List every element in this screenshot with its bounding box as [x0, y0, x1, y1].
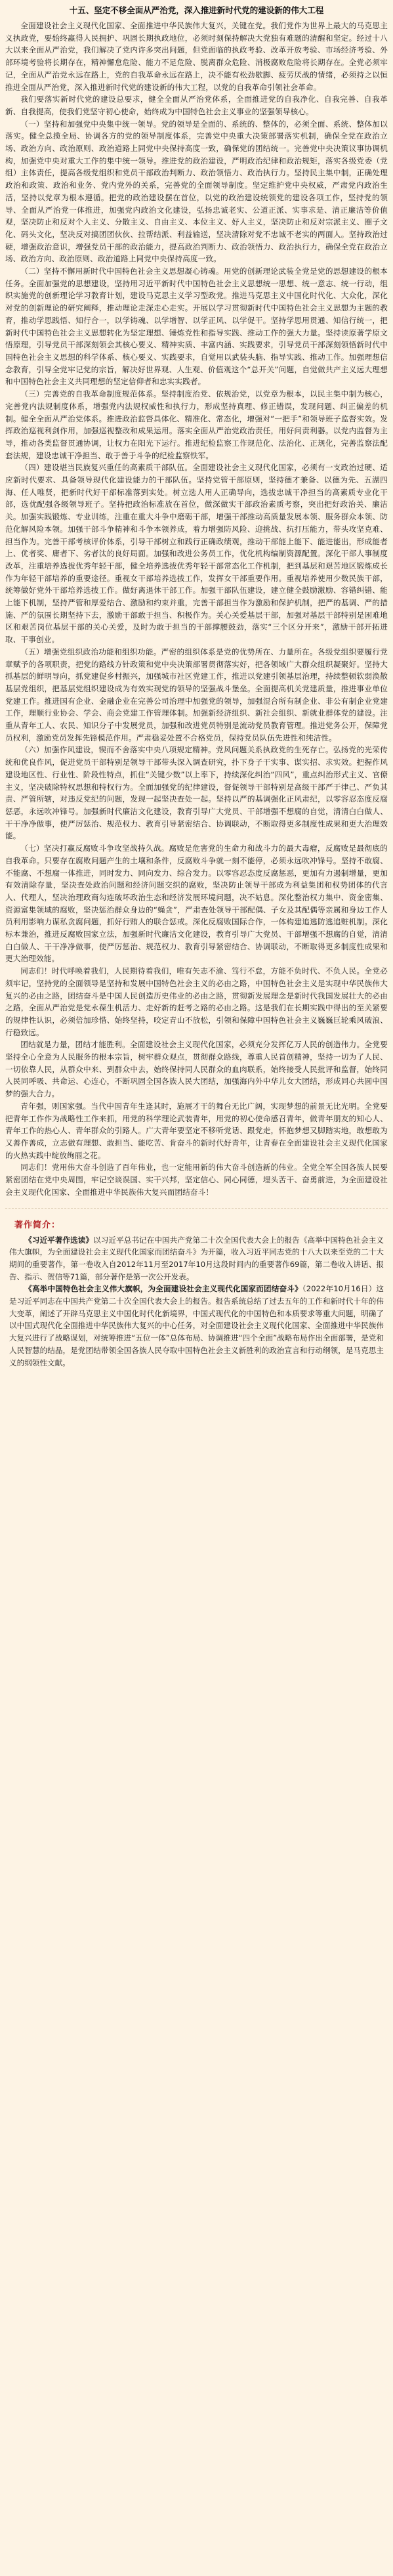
book-intro-heading: 著作简介：	[14, 1220, 61, 1230]
paragraph: 全面建设社会主义现代化国家、全面推进中华民族伟大复兴，关键在党。我们党作为世界上最大的马克思主义执政党，要始终赢得人民拥护、巩固长期执政地位，必须时刻保持解决大党独有难题的清醒和坚定。经过十八大以来全面从严治党，我们解决了党内许多突出问题，但党面临的执政考验、改革开放考验、市场经济考验、外部环境考验将长期存在，精神懈怠危险、能力不足危险、脱离群众危险、消极腐败危险将长期存在。全党必须牢记，全面从严治党永远在路上，党的自我革命永远在路上，决不能有松劲歇脚、疲劳厌战的情绪，必须持之以恒推进全面从严治党，深入推进新时代党的建设新的伟大工程，以党的自我革命引领社会革命。	[5, 21, 388, 92]
section-divider	[5, 1208, 388, 1209]
paragraph-closing-3: 青年强，则国家强。当代中国青年生逢其时，施展才干的舞台无比广阔，实现梦想的前景无比光明。全党要把青年工作作为战略性工作来抓，用党的科学理论武装青年，用党的初心使命感召青年，做青年朋友的知心人、青年工作的热心人、青年群众的引路人。广大青年要坚定不移听党话、跟党走，怀抱梦想又脚踏实地，敢想敢为又善作善成，立志做有理想、敢担当、能吃苦、肯奋斗的新时代好青年，让青春在全面建设社会主义现代化国家的火热实践中绽放绚丽之花。	[5, 1101, 388, 1160]
book-intro-section	[5, 1215, 388, 1369]
paragraph-cadres: （四）建设堪当民族复兴重任的高素质干部队伍。全面建设社会主义现代化国家，必须有一支政治过硬、适应新时代要求、具备领导现代化建设能力的干部队伍。坚持党管干部原则，坚持德才兼备、以德为先、五湖四海、任人唯贤，把新时代好干部标准落到实处。树立选人用人正确导向，选拔忠诚干净担当的高素质专业化干部，选优配强各级领导班子。坚持把政治标准放在首位，做深做实干部政治素质考察，突出把好政治关、廉洁关。加强实践锻炼、专业训练，注重在重大斗争中磨砺干部，增强干部推动高质量发展本领、服务群众本领、防范化解风险本领。加强干部斗争精神和斗争本领养成，着力增强防风险、迎挑战、抗打压能力，带头攻坚克难、担当作为。完善干部考核评价体系，引导干部树立和践行正确政绩观，推动干部能上能下、能进能出，形成能者上、优者奖、庸者下、劣者汰的良好局面。加强和改进公务员工作，优化机构编制资源配置。深化干部人事制度改革，注重培养选拔优秀年轻干部，健全培养选拔优秀年轻干部常态化工作机制，把到基层和艰苦地区锻炼成长作为年轻干部培养的重要途径。重视女干部培养选拔工作，发挥女干部重要作用。重视培养使用少数民族干部，统筹做好党外干部培养选拔工作。做好离退休干部工作。加强干部队伍建设，建立健全鼓励激励、容错纠错、能上能下机制，坚持严管和厚爱结合、激励和约束并重，完善干部担当作为激励和保护机制，把严的基调、严的措施、严的氛围长期坚持下去，激励干部敢于担当、积极作为。关心关爱基层干部，加强对基层干部特别是困难地区和艰苦岗位基层干部的关心关爱，及时为敢于担当的干部撑腰鼓劲，落实“三个区分开来”，激励干部开拓进取、干事创业。	[5, 463, 388, 645]
paragraph-work-style: （六）加强作风建设，锲而不舍落实中央八项规定精神。党风问题关系执政党的生死存亡。弘扬党的光荣传统和优良作风，促进党员干部特别是领导干部带头深入调查研究，扑下身子干实事、谋实招、求实效。把握作风建设地区性、行业性、阶段性特点，抓住“关键少数”以上率下，持续深化纠治“四风”，重点纠治形式主义、官僚主义，坚决破除特权思想和特权行为。全面加强党的纪律建设，督促领导干部特别是高级干部严于律己、严负其责、严管所辖，对违反党纪的问题，发现一起坚决查处一起。坚持以严的基调强化正风肃纪，以零容忍态度反腐惩恶，永远吹冲锋号。加强新时代廉洁文化建设，教育引导广大党员、干部增强不想腐的自觉，清清白白做人、干干净净做事，使严厉惩治、规范权力、教育引导紧密结合、协调联动，不断取得更多制度性成果和更大治理效能。	[5, 745, 388, 841]
section-title: 十五、坚定不移全面从严治党，深入推进新时代党的建设新的伟大工程	[69, 5, 324, 15]
paragraph-organization: （五）增强党组织政治功能和组织功能。严密的组织体系是党的优势所在、力量所在。各级党组织要履行党章赋予的各项职责，把党的路线方针政策和党中央决策部署贯彻落实好，把各领域广大群众组织凝聚好。坚持大抓基层的鲜明导向，抓党建促乡村振兴，加强城市社区党建工作，推进以党建引领基层治理，持续整顿软弱涣散基层党组织，把基层党组织建设成为有效实现党的领导的坚强战斗堡垒。全面提高机关党建质量，推进事业单位党建工作。推进国有企业、金融企业在完善公司治理中加强党的领导，加强混合所有制企业、非公有制企业党建工作，理顺行业协会、学会、商会党建工作管理体制。加强新经济组织、新社会组织、新就业群体党的建设。注重从青年工人、农民、知识分子中发展党员，加强和改进党员特别是流动党员教育管理。推进党务公开，保障党员权利，激励党员发挥先锋模范作用。严肃稳妥处置不合格党员，保持党员队伍先进性和纯洁性。	[5, 647, 388, 742]
paragraph-leadership: （一）坚持和加强党中央集中统一领导。党的领导是全面的、系统的、整体的，必须全面、系统、整体加以落实。健全总揽全局、协调各方的党的领导制度体系，完善党中央重大决策部署落实机制，确保全党在政治立场、政治方向、政治原则、政治道路上同党中央保持高度一致，确保党的团结统一。完善党中央决策议事协调机构，加强党中央对重大工作的集中统一领导。推进党的政治建设，严明政治纪律和政治规矩，落实各级党委（党组）主体责任，提高各级党组织和党员干部政治判断力、政治领悟力、政治执行力。坚持民主集中制，正确处理政治和政策、政治和业务、党内党外的关系，完善党的全面领导制度。坚定维护党中央权威，严肃党内政治生活，坚持以党章为根本遵循。把党的政治建设摆在首位，以党的政治建设统领党的建设各项工作，坚持党的领导、全面从严治党一体推进，加强党内政治文化建设，弘扬忠诚老实、公道正派、实事求是、清正廉洁等价值观，坚决防止和反对个人主义、分散主义、自由主义、本位主义、好人主义，坚决防止和反对宗派主义、圈子文化、码头文化，坚决反对搞团团伙伙、拉帮结派、利益输送，坚决清除对党不忠诚不老实的两面人。坚持政治过硬，增强政治意识，增强党员干部的政治能力，提高政治判断力、政治领悟力、政治执行力，确保全党在政治立场、政治方向、政治原则、政治道路上同党中央保持高度一致。	[5, 119, 388, 264]
paragraph-closing-4: 同志们！党用伟大奋斗创造了百年伟业，也一定能用新的伟大奋斗创造新的伟业。全党全军全国各族人民要紧密团结在党中央周围，牢记空谈误国、实干兴邦，坚定信心、同心同德，埋头苦干、奋勇前进，为全面建设社会主义现代化国家、全面推进中华民族伟大复兴而团结奋斗！	[5, 1163, 388, 1197]
book-intro-item	[9, 1283, 384, 1369]
book-description: 以习近平总书记在中国共产党第二十次全国代表大会上的报告《高举中国特色社会主义伟大旗帜，为全面建设社会主义现代化国家而团结奋斗》为开篇，收入习近平同志党的十八大以来至党的二十大期间的重要著作，第一卷收入自2012年11月至2017年10月这段时间内的重要著作69篇，第二卷收入讲话、报告、指示、贺信等71篇，部分著作是第一次公开发表。	[9, 1235, 384, 1281]
book-title: 《习近平著作选读》	[24, 1235, 94, 1245]
report-description: （2022年10月16日）这是习近平同志在中国共产党第二十次全国代表大会上的报告。报告系统总结了过去五年的工作和新时代十年的伟大变革，阐述了开辟马克思主义中国化时代化新境界，中国式现代化的中国特色和本质要求等重大问题，明确了以中国式现代化全面推进中华民族伟大复兴的中心任务，对全面建设社会主义现代化国家、全面推进中华民族伟大复兴进行了战略谋划，对统筹推进“五位一体”总体布局、协调推进“四个全面”战略布局作出全面部署，是党和人民智慧的结晶，是党团结带领全国各族人民夺取中国特色社会主义新胜利的政治宣言和行动纲领，是马克思主义的纲领性文献。	[9, 1284, 384, 1367]
report-title: 《高举中国特色社会主义伟大旗帜，为全面建设社会主义现代化国家而团结奋斗》	[24, 1284, 302, 1294]
article-body	[5, 20, 388, 1199]
paragraph-closing-2: 团结就是力量，团结才能胜利。全面建设社会主义现代化国家，必须充分发挥亿万人民的创造伟力。全党要坚持全心全意为人民服务的根本宗旨，树牢群众观点，贯彻群众路线，尊重人民首创精神，坚持一切为了人民、一切依靠人民，从群众中来、到群众中去，始终保持同人民群众的血肉联系，始终接受人民批评和监督，始终同人民同呼吸、共命运、心连心，不断巩固全国各族人民大团结，加强海内外中华儿女大团结，形成同心共圆中国梦的强大合力。	[5, 1040, 388, 1099]
paragraph-anti-corruption: （七）坚决打赢反腐败斗争攻坚战持久战。腐败是危害党的生命力和战斗力的最大毒瘤，反腐败是最彻底的自我革命。只要存在腐败问题产生的土壤和条件，反腐败斗争就一刻不能停，必须永远吹冲锋号。坚持不敢腐、不能腐、不想腐一体推进，同时发力、同向发力、综合发力。以零容忍态度反腐惩恶，更加有力遏制增量，更加有效清除存量，坚决查处政治问题和经济问题交织的腐败，坚决防止领导干部成为利益集团和权势团体的代言人、代理人，坚决治理政商勾连破坏政治生态和经济发展环境问题，决不姑息。深化整治权力集中、资金密集、资源富集领域的腐败，坚决惩治群众身边的“蝇贪”，严肃查处领导干部配偶、子女及其配偶等亲属和身边工作人员利用影响力谋私贪腐问题，抓好行贿人的联合惩戒。深化反腐败国际合作，一体构建追逃防逃追赃机制。深化标本兼治，推进反腐败国家立法，加强新时代廉洁文化建设，教育引导广大党员、干部增强不想腐的自觉，清清白白做人、干干净净做事，使严厉惩治、规范权力、教育引导紧密结合、协调联动，不断取得更多制度性成果和更大治理效能。	[5, 844, 388, 964]
paragraph-self-revolution: （三）完善党的自我革命制度规范体系。坚持制度治党、依规治党，以党章为根本，以民主集中制为核心，完善党内法规制度体系，增强党内法规权威性和执行力，形成坚持真理、修正错误，发现问题、纠正偏差的机制。健全全面从严治党体系。推进政治监督具体化、精准化、常态化，增强对“一把手”和领导班子监督实效。发挥政治巡视利剑作用，加强巡视整改和成果运用。落实全面从严治党政治责任，用好问责利器。以党内监督为主导，推动各类监督贯通协调，让权力在阳光下运行。推进纪检监察工作规范化、法治化、正规化，完善监察法配套法规，建设忠诚干净担当、敢于善于斗争的纪检监察铁军。	[5, 389, 388, 460]
paragraph-thought: （二）坚持不懈用新时代中国特色社会主义思想凝心铸魂。用党的创新理论武装全党是党的思想建设的根本任务。全面加强党的思想建设，坚持用习近平新时代中国特色社会主义思想统一思想、统一意志、统一行动，组织实施党的创新理论学习教育计划，建设马克思主义学习型政党。推进马克思主义中国化时代化、大众化，深化对党的创新理论的研究阐释，推动理论走深走心走实。开展以学习贯彻新时代中国特色社会主义思想为主题的教育，推动学思践悟、知行合一，以学铸魂、以学增智、以学正风、以学促干。坚持学思用贯通、知信行统一，把新时代中国特色社会主义思想转化为坚定理想、锤炼党性和指导实践、推动工作的强大力量。坚持读原著学原文悟原理，引导党员干部深刻领会其核心要义、精神实质、丰富内涵、实践要求，引导党员干部深刻领悟新时代中国特色社会主义思想的科学体系、核心要义、实践要求，自觉用以武装头脑、指导实践、推动工作。加强理想信念教育，引导全党牢记党的宗旨，解决好世界观、人生观、价值观这个“总开关”问题，自觉做共产主义远大理想和中国特色社会主义共同理想的坚定信仰者和忠实实践者。	[5, 267, 388, 387]
paragraph-closing-1: 同志们！时代呼唤着我们，人民期待着我们，唯有矢志不渝、笃行不怠，方能不负时代、不负人民。全党必须牢记，坚持党的全面领导是坚持和发展中国特色社会主义的必由之路，中国特色社会主义是实现中华民族伟大复兴的必由之路，团结奋斗是中国人民创造历史伟业的必由之路，贯彻新发展理念是新时代我国发展壮大的必由之路，全面从严治党是党永葆生机活力、走好新的赶考之路的必由之路。这是我们在长期实践中得出的至关紧要的规律性认识，必须倍加珍惜、始终坚持，咬定青山不放松，引领和保障中国特色社会主义巍巍巨轮乘风破浪、行稳致远。	[5, 966, 388, 1037]
paragraph: 我们要落实新时代党的建设总要求，健全全面从严治党体系，全面推进党的自我净化、自我完善、自我革新、自我提高，使我们党坚守初心使命，始终成为中国特色社会主义事业的坚强领导核心。	[5, 95, 388, 116]
book-intro-item	[9, 1234, 384, 1283]
